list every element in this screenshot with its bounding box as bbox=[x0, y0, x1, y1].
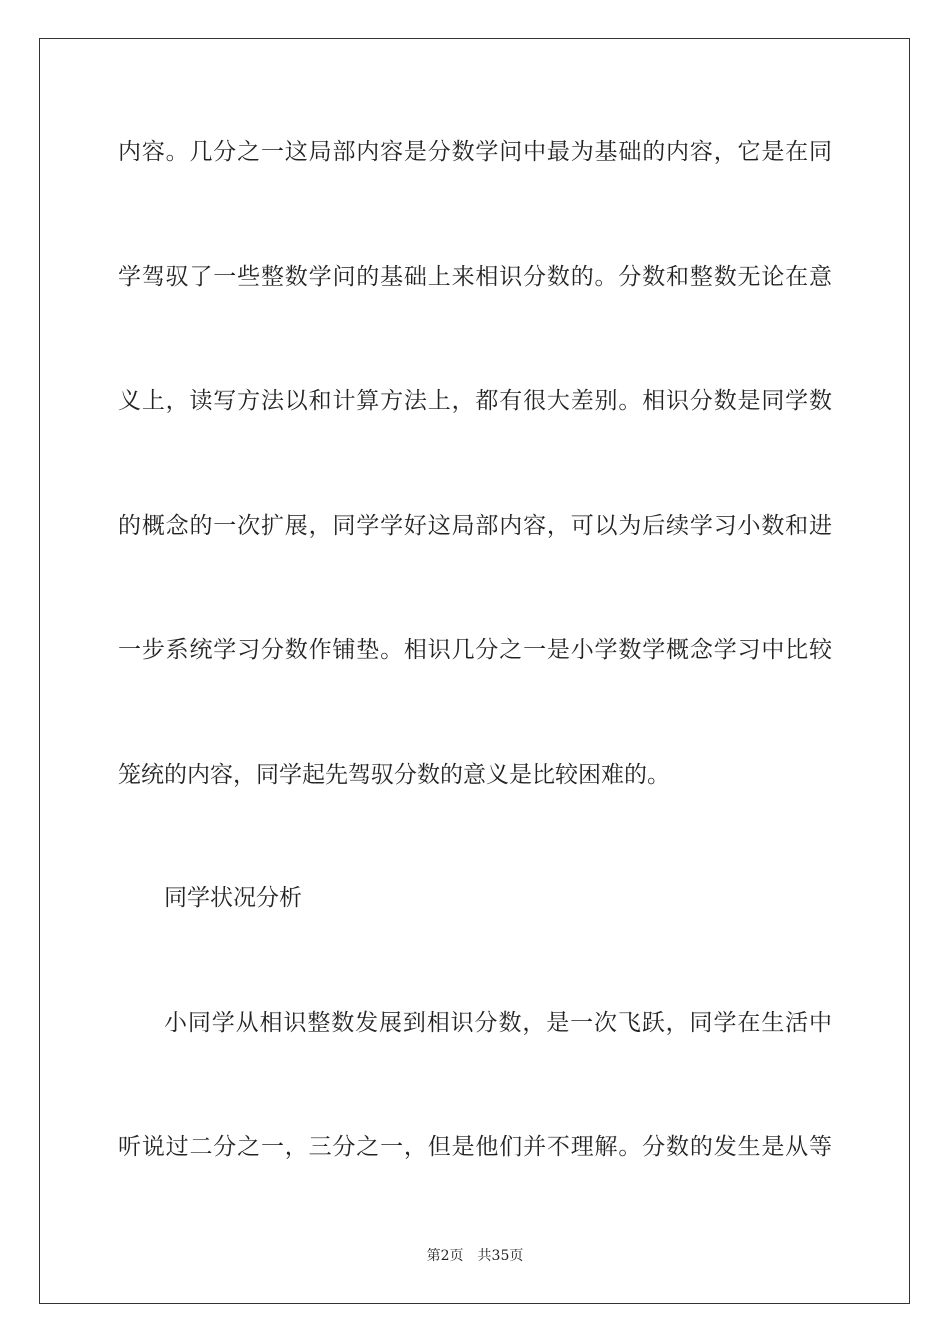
body-line-5: 一步系统学习分数作铺垫。相识几分之一是小学数学概念学习中比较 bbox=[118, 637, 832, 663]
body-line-4: 的概念的一次扩展，同学学好这局部内容，可以为后续学习小数和进 bbox=[118, 513, 832, 539]
page-number: 第2页 bbox=[426, 1248, 464, 1264]
section-line-1: 小同学从相识整数发展到相识分数，是一次飞跃，同学在生活中 bbox=[164, 1010, 832, 1036]
section-heading: 同学状况分析 bbox=[164, 885, 302, 911]
section-line-2: 听说过二分之一，三分之一，但是他们并不理解。分数的发生是从等 bbox=[118, 1134, 832, 1160]
body-line-2: 学驾驭了一些整数学问的基础上来相识分数的。分数和整数无论在意 bbox=[118, 264, 832, 290]
page-footer bbox=[0, 1246, 950, 1266]
body-line-1: 内容。几分之一这局部内容是分数学问中最为基础的内容，它是在同 bbox=[118, 139, 832, 165]
body-line-3: 义上，读写方法以和计算方法上，都有很大差别。相识分数是同学数 bbox=[118, 388, 832, 414]
page-total: 共35页 bbox=[477, 1248, 524, 1264]
page-border bbox=[39, 38, 910, 1304]
body-line-6: 笼统的内容，同学起先驾驭分数的意义是比较困难的。 bbox=[118, 762, 670, 788]
